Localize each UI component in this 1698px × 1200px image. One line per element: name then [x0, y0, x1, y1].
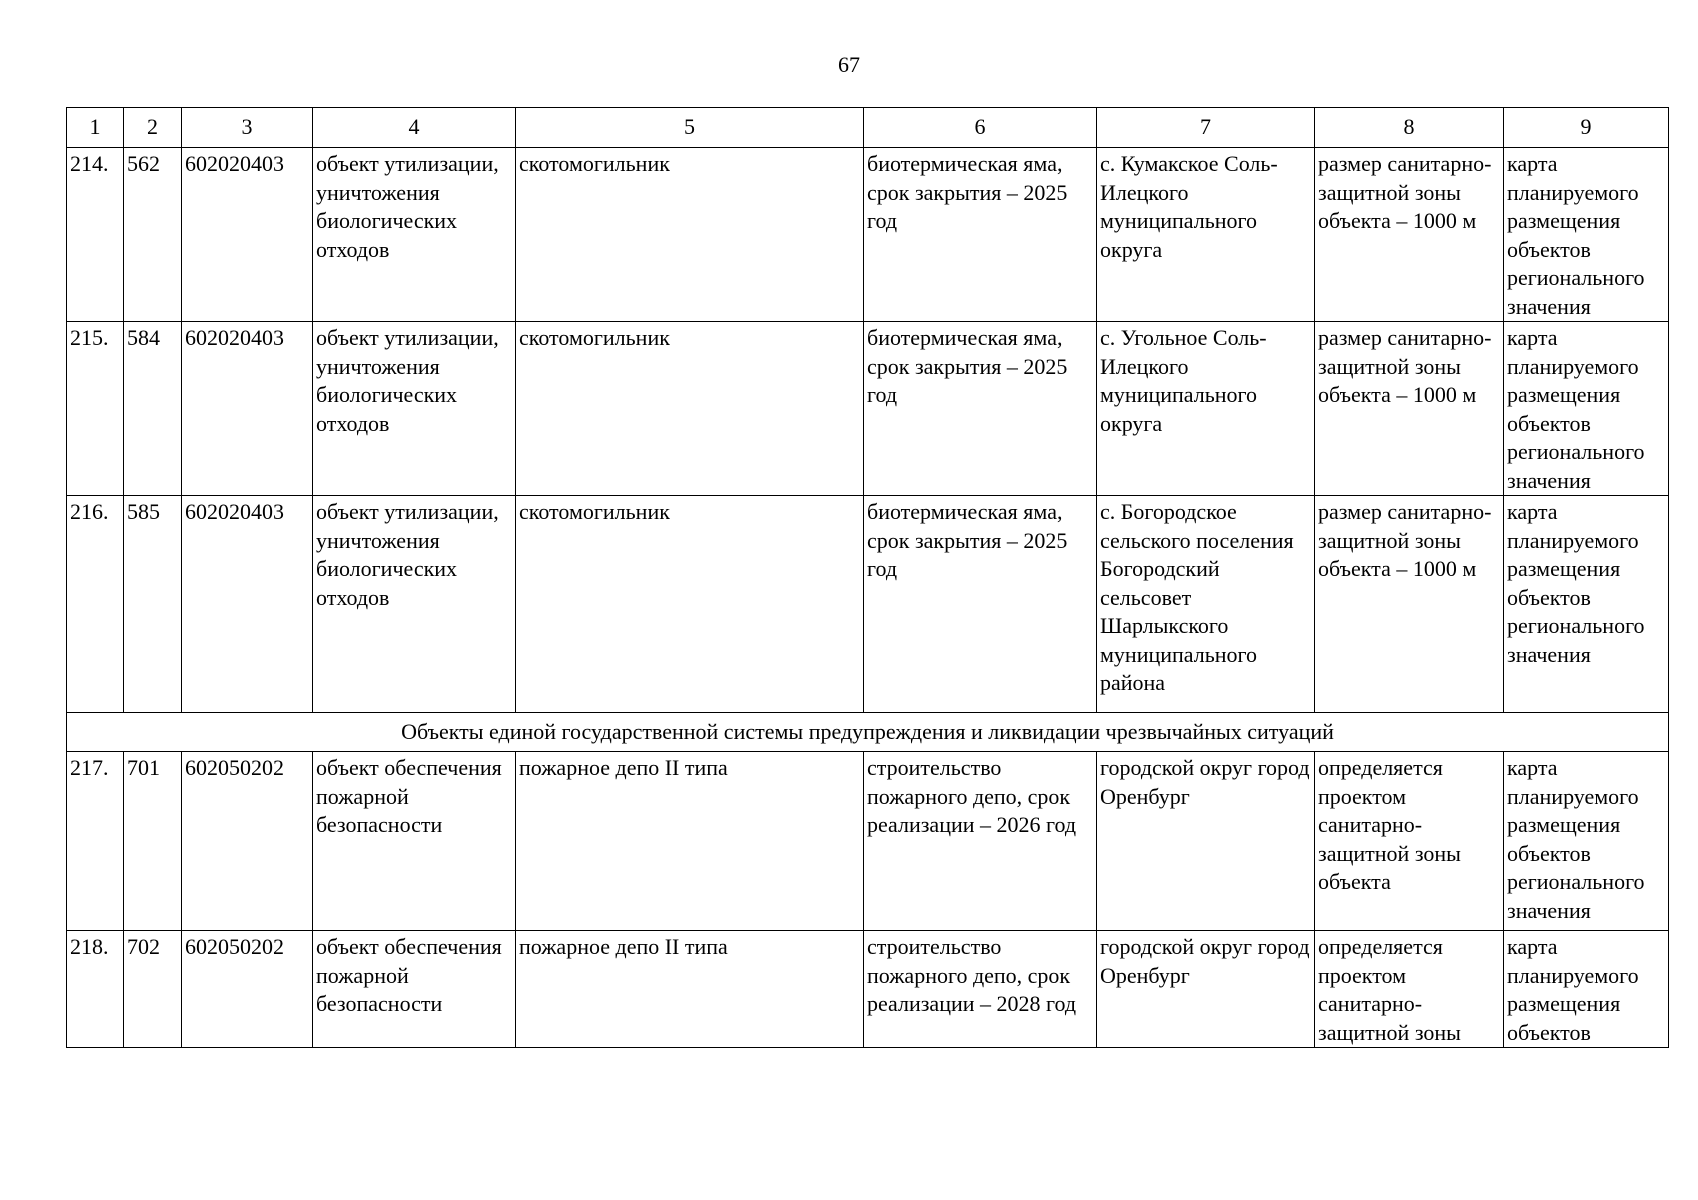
location-cell: с. Богородское сельского поселения Богородский сельсовет Шарлыкского муниципального района: [1097, 496, 1315, 713]
row-number-cell: 216.: [67, 496, 124, 713]
code-cell: 602020403: [182, 148, 313, 322]
object-name-cell: скотомогильник: [516, 322, 864, 496]
column-header: 6: [864, 108, 1097, 148]
section-row: [67, 713, 1669, 752]
code-cell: 602020403: [182, 496, 313, 713]
map-cell: карта планируемого размещения объектов: [1504, 931, 1669, 1048]
row-id-cell: 701: [124, 752, 182, 931]
location-cell: с. Кумакское Соль-Илецкого муниципального округа: [1097, 148, 1315, 322]
description-cell: биотермическая яма, срок закрытия – 2025 год: [864, 322, 1097, 496]
column-header: 7: [1097, 108, 1315, 148]
column-header: 3: [182, 108, 313, 148]
table-row: [67, 322, 1669, 496]
object-type-cell: объект обеспечения пожарной безопасности: [313, 752, 516, 931]
row-number-cell: 215.: [67, 322, 124, 496]
zone-cell: размер санитарно-защитной зоны объекта – 1000 м: [1315, 148, 1504, 322]
location-cell: городской округ город Оренбург: [1097, 752, 1315, 931]
location-cell: городской округ город Оренбург: [1097, 931, 1315, 1048]
zone-cell: размер санитарно-защитной зоны объекта – 1000 м: [1315, 496, 1504, 713]
table-row: [67, 496, 1669, 713]
section-title: Объекты единой государственной системы предупреждения и ликвидации чрезвычайных ситуаций: [67, 713, 1669, 752]
objects-table: [66, 107, 1669, 1048]
table-row: [67, 148, 1669, 322]
column-header: 4: [313, 108, 516, 148]
column-header: 1: [67, 108, 124, 148]
location-cell: с. Угольное Соль-Илецкого муниципального округа: [1097, 322, 1315, 496]
object-name-cell: скотомогильник: [516, 496, 864, 713]
zone-cell: определяется проектом санитарно-защитной зоны: [1315, 931, 1504, 1048]
row-id-cell: 585: [124, 496, 182, 713]
object-name-cell: скотомогильник: [516, 148, 864, 322]
column-header: 8: [1315, 108, 1504, 148]
code-cell: 602050202: [182, 752, 313, 931]
map-cell: карта планируемого размещения объектов регионального значения: [1504, 752, 1669, 931]
table-header-row: [67, 108, 1669, 148]
object-name-cell: пожарное депо II типа: [516, 931, 864, 1048]
row-number-cell: 214.: [67, 148, 124, 322]
description-cell: биотермическая яма, срок закрытия – 2025 год: [864, 496, 1097, 713]
page-number: 67: [838, 52, 860, 77]
object-type-cell: объект утилизации, уничтожения биологических отходов: [313, 496, 516, 713]
column-header: 9: [1504, 108, 1669, 148]
table-row: [67, 931, 1669, 1048]
table-row: [67, 752, 1669, 931]
column-header: 5: [516, 108, 864, 148]
object-type-cell: объект обеспечения пожарной безопасности: [313, 931, 516, 1048]
zone-cell: определяется проектом санитарно-защитной зоны объекта: [1315, 752, 1504, 931]
row-id-cell: 584: [124, 322, 182, 496]
row-id-cell: 562: [124, 148, 182, 322]
object-type-cell: объект утилизации, уничтожения биологических отходов: [313, 148, 516, 322]
map-cell: карта планируемого размещения объектов регионального значения: [1504, 322, 1669, 496]
description-cell: строительство пожарного депо, срок реализации – 2026 год: [864, 752, 1097, 931]
code-cell: 602050202: [182, 931, 313, 1048]
map-cell: карта планируемого размещения объектов регионального значения: [1504, 148, 1669, 322]
row-id-cell: 702: [124, 931, 182, 1048]
row-number-cell: 218.: [67, 931, 124, 1048]
map-cell: карта планируемого размещения объектов регионального значения: [1504, 496, 1669, 713]
description-cell: строительство пожарного депо, срок реализации – 2028 год: [864, 931, 1097, 1048]
zone-cell: размер санитарно-защитной зоны объекта – 1000 м: [1315, 322, 1504, 496]
row-number-cell: 217.: [67, 752, 124, 931]
description-cell: биотермическая яма, срок закрытия – 2025 год: [864, 148, 1097, 322]
code-cell: 602020403: [182, 322, 313, 496]
column-header: 2: [124, 108, 182, 148]
object-type-cell: объект утилизации, уничтожения биологических отходов: [313, 322, 516, 496]
object-name-cell: пожарное депо II типа: [516, 752, 864, 931]
